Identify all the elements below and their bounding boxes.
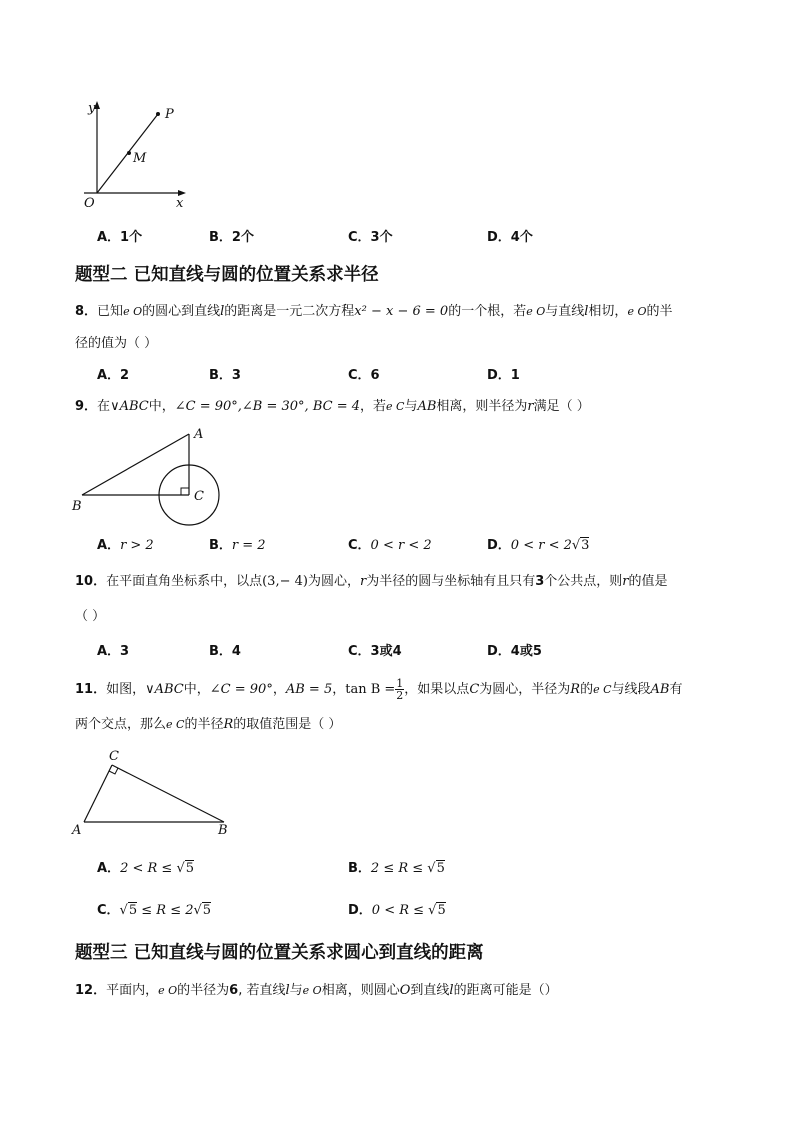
q9-option-b: B．r = 2 [209, 538, 266, 553]
circle-o-symbol: e O [123, 305, 143, 318]
section2-title: 题型二 已知直线与圆的位置关系求半径 [75, 265, 379, 285]
q9-fig-c-label: C [194, 489, 204, 504]
q10-line1: 10．在平面直角坐标系中，以点(3,− 4)为圆心，r为半径的圆与坐标轴有且只有3个公共点，则r的值是 [75, 574, 668, 589]
q7-option-c: C．3个 [348, 230, 393, 245]
fig-x-label: x [176, 196, 184, 211]
q11-line1: 11．如图，∨ABC中，∠C = 90°，AB = 5，tan B = $\frac{1}{2}$ ，如果以点C为圆心，半径为R的e C与线段AB有 [75, 677, 683, 702]
q9-option-c: C．0 < r < 2 [348, 538, 432, 553]
q10-option-b: B．4 [209, 644, 241, 659]
section3-title: 题型三 已知直线与圆的位置关系求圆心到直线的距离 [75, 943, 484, 963]
q11-option-c: C．√5 ≤ R ≤ 2√5 [97, 903, 212, 918]
q11-option-b: B．2 ≤ R ≤ √5 [348, 861, 445, 876]
q9-option-a: A．r > 2 [97, 538, 154, 553]
q8-equation: x² − x − 6 = 0 [354, 304, 449, 319]
q8-option-c: C．6 [348, 368, 380, 383]
q11-fig-b-label: B [218, 823, 228, 838]
q11-fig-c-label: C [109, 749, 119, 764]
fig-p-label: P [165, 107, 174, 122]
q10-option-c: C．3或4 [348, 644, 402, 659]
q8-option-d: D．1 [487, 368, 520, 383]
q11-fraction: $\frac{1}{2}$ [396, 677, 404, 702]
q8-option-a: A．2 [97, 368, 130, 383]
q7-option-a: A．1个 [97, 230, 143, 245]
q8-option-b: B．3 [209, 368, 241, 383]
q7-option-d: D．4个 [487, 230, 533, 245]
q7-option-b: B．2个 [209, 230, 254, 245]
q12-line1: 12．平面内，e O的半径为6, 若直线l与e O相离，则圆心O到直线l的距离可能是（） [75, 983, 558, 998]
q11-line2: 两个交点，那么e C的半径R的取值范围是（ ） [75, 717, 342, 732]
q9-option-d: D．0 < r < 2√3 [487, 538, 590, 553]
q9-fig-a-label: A [194, 427, 204, 442]
q10-option-d: D．4或5 [487, 644, 542, 659]
q11-option-a: A．2 < R ≤ √5 [97, 861, 195, 876]
q8-line2: 径的值为（ ） [75, 336, 158, 351]
q10-option-a: A．3 [97, 644, 130, 659]
fig-m-label: M [133, 151, 147, 166]
q11-option-d: D．0 < R ≤ √5 [348, 903, 446, 918]
q10-line2: （ ） [75, 609, 106, 624]
fig-y-label: y [88, 101, 96, 116]
q9-line1: 9．在∨ABC中，∠C = 90°,∠B = 30°, BC = 4，若e C与AB相离，则半径为r满足（ ） [75, 399, 590, 414]
q11-fig-a-label: A [72, 823, 82, 838]
q8-line1: 8．已知e O的圆心到直线l的距离是一元二次方程x² − x − 6 = 0的一个根，若e O与直线l相切，e O的半 [75, 304, 673, 319]
q9-conditions: ∠C = 90°,∠B = 30°, BC = 4 [174, 399, 360, 414]
fig-o-label: O [84, 196, 95, 211]
q9-fig-b-label: B [72, 499, 82, 514]
